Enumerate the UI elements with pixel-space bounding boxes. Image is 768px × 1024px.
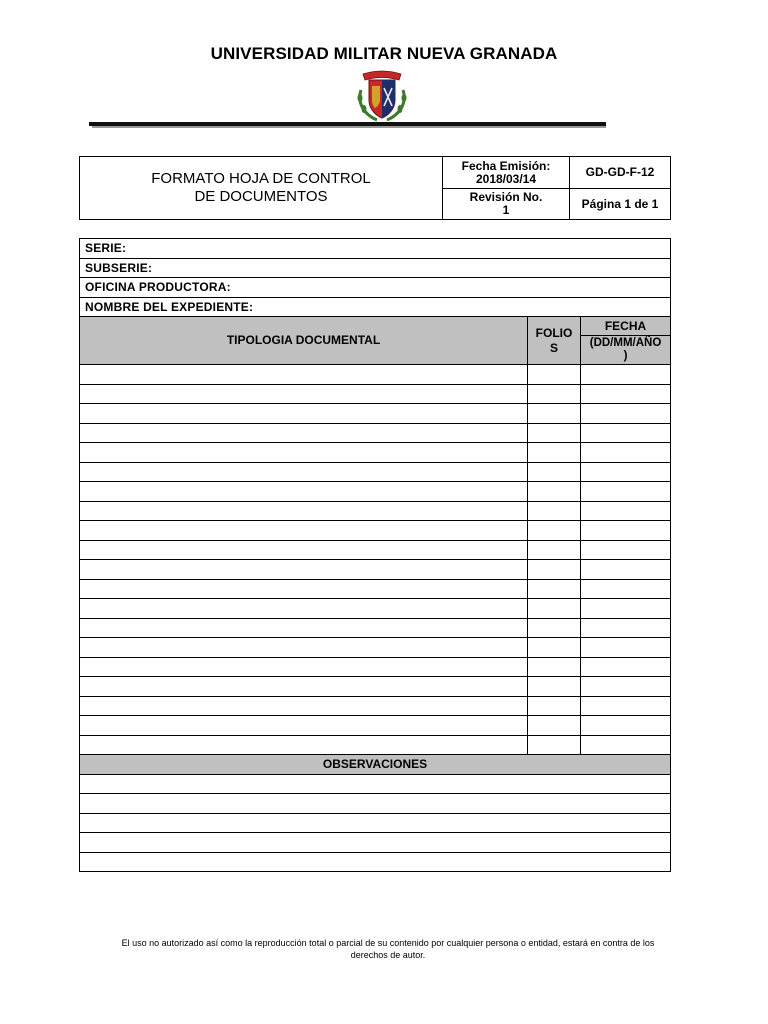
fecha-cell[interactable]: [581, 560, 671, 580]
page-number: Página 1 de 1: [570, 189, 671, 220]
folios-cell[interactable]: [528, 404, 581, 424]
revision-cell: [443, 189, 570, 220]
tipologia-cell[interactable]: [80, 384, 528, 404]
observaciones-row: [80, 813, 671, 833]
revision-label: Revisión No.: [469, 190, 543, 204]
folios-cell[interactable]: [528, 599, 581, 619]
fecha-cell[interactable]: [581, 501, 671, 521]
copyright-line-1: El uso no autorizado así como la reproducción total o parcial de su contenido por cualquier persona o entidad, estará en contra de los: [121, 938, 655, 948]
folios-header: [528, 317, 581, 365]
tipologia-cell[interactable]: [80, 599, 528, 619]
entry-row: [80, 482, 671, 502]
entry-row: [80, 599, 671, 619]
entry-row: [80, 423, 671, 443]
entry-row: [80, 560, 671, 580]
tipologia-cell[interactable]: [80, 462, 528, 482]
observaciones-lines: [80, 774, 671, 872]
copyright-notice: [88, 937, 688, 961]
entry-row: [80, 657, 671, 677]
fecha-format-header: [581, 336, 671, 365]
entry-row: [80, 540, 671, 560]
folios-header-line2: S: [549, 340, 558, 355]
tipologia-cell[interactable]: [80, 579, 528, 599]
tipologia-cell[interactable]: [80, 560, 528, 580]
folios-cell[interactable]: [528, 560, 581, 580]
observaciones-line[interactable]: [80, 813, 671, 833]
fecha-cell[interactable]: [581, 404, 671, 424]
fecha-cell[interactable]: [581, 365, 671, 385]
folios-cell[interactable]: [528, 423, 581, 443]
entry-row: [80, 618, 671, 638]
folios-cell[interactable]: [528, 521, 581, 541]
folios-header-line1: FOLIO: [535, 325, 573, 340]
tipologia-cell[interactable]: [80, 482, 528, 502]
fecha-cell[interactable]: [581, 482, 671, 502]
university-crest-icon: [353, 66, 411, 124]
observaciones-line[interactable]: [80, 774, 671, 794]
tipologia-cell[interactable]: [80, 521, 528, 541]
form-title: FORMATO HOJA DE CONTROL DE DOCUMENTOS: [80, 157, 443, 220]
fecha-format-line1: (DD/MM/AÑO: [589, 337, 662, 349]
folios-cell[interactable]: [528, 579, 581, 599]
folios-cell[interactable]: [528, 482, 581, 502]
entry-row: [80, 521, 671, 541]
subserie-field[interactable]: SUBSERIE:: [80, 258, 671, 278]
fecha-cell[interactable]: [581, 618, 671, 638]
control-sheet-table: [79, 238, 671, 872]
revision-value: 1: [502, 203, 510, 217]
entry-row: [80, 462, 671, 482]
tipologia-cell[interactable]: [80, 501, 528, 521]
fecha-header: FECHA: [581, 317, 671, 336]
tipologia-cell[interactable]: [80, 540, 528, 560]
fecha-cell[interactable]: [581, 384, 671, 404]
document-entries: [80, 365, 671, 755]
observaciones-row: [80, 774, 671, 794]
fecha-cell[interactable]: [581, 579, 671, 599]
tipologia-cell[interactable]: [80, 638, 528, 658]
folios-cell[interactable]: [528, 677, 581, 697]
form-code: GD-GD-F-12: [570, 157, 671, 189]
fecha-cell[interactable]: [581, 423, 671, 443]
entry-row: [80, 579, 671, 599]
tipologia-cell[interactable]: [80, 443, 528, 463]
entry-row: [80, 384, 671, 404]
fecha-cell[interactable]: [581, 638, 671, 658]
institution-title: UNIVERSIDAD MILITAR NUEVA GRANADA: [210, 44, 558, 63]
observaciones-line[interactable]: [80, 833, 671, 853]
entry-row: [80, 735, 671, 755]
issue-date-label: Fecha Emisión:: [461, 158, 551, 173]
tipologia-cell[interactable]: [80, 365, 528, 385]
entry-row: [80, 365, 671, 385]
tipologia-cell[interactable]: [80, 735, 528, 755]
document-control-header: [79, 156, 671, 220]
folios-cell[interactable]: [528, 501, 581, 521]
tipologia-cell[interactable]: [80, 657, 528, 677]
entry-row: [80, 443, 671, 463]
folios-cell[interactable]: [528, 657, 581, 677]
observaciones-line[interactable]: [80, 852, 671, 872]
observaciones-line[interactable]: [80, 794, 671, 814]
entry-row: [80, 404, 671, 424]
fecha-format-line2: ): [623, 350, 628, 362]
observaciones-row: [80, 852, 671, 872]
entry-row: [80, 677, 671, 697]
tipologia-cell[interactable]: [80, 618, 528, 638]
header-rule-shadow: [92, 126, 606, 128]
entry-row: [80, 716, 671, 736]
issue-date-cell: [443, 157, 570, 189]
folios-cell[interactable]: [528, 540, 581, 560]
folios-cell[interactable]: [528, 638, 581, 658]
tipologia-cell[interactable]: [80, 404, 528, 424]
observaciones-header: OBSERVACIONES: [80, 755, 671, 775]
tipologia-cell[interactable]: [80, 696, 528, 716]
tipologia-cell[interactable]: [80, 716, 528, 736]
entry-row: [80, 696, 671, 716]
fecha-cell[interactable]: [581, 521, 671, 541]
issue-date-value: 2018/03/14: [475, 171, 537, 186]
folios-cell[interactable]: [528, 696, 581, 716]
fecha-cell[interactable]: [581, 716, 671, 736]
fecha-cell[interactable]: [581, 599, 671, 619]
folios-cell[interactable]: [528, 443, 581, 463]
observaciones-row: [80, 833, 671, 853]
entry-row: [80, 501, 671, 521]
folios-cell[interactable]: [528, 716, 581, 736]
fecha-cell[interactable]: [581, 443, 671, 463]
copyright-line-2: derechos de autor.: [350, 950, 426, 960]
folios-cell[interactable]: [528, 462, 581, 482]
entry-row: [80, 638, 671, 658]
tipologia-cell[interactable]: [80, 423, 528, 443]
fecha-cell[interactable]: [581, 735, 671, 755]
tipologia-cell[interactable]: [80, 677, 528, 697]
nombre-expediente-field[interactable]: NOMBRE DEL EXPEDIENTE:: [80, 297, 671, 317]
fecha-cell[interactable]: [581, 462, 671, 482]
fecha-cell[interactable]: [581, 540, 671, 560]
oficina-productora-field[interactable]: OFICINA PRODUCTORA:: [80, 278, 671, 298]
tipologia-header: TIPOLOGIA DOCUMENTAL: [80, 317, 528, 365]
observaciones-row: [80, 794, 671, 814]
fecha-cell[interactable]: [581, 696, 671, 716]
folios-cell[interactable]: [528, 365, 581, 385]
folios-cell[interactable]: [528, 735, 581, 755]
serie-field[interactable]: SERIE:: [80, 239, 671, 259]
folios-cell[interactable]: [528, 618, 581, 638]
fecha-cell[interactable]: [581, 657, 671, 677]
fecha-cell[interactable]: [581, 677, 671, 697]
folios-cell[interactable]: [528, 384, 581, 404]
